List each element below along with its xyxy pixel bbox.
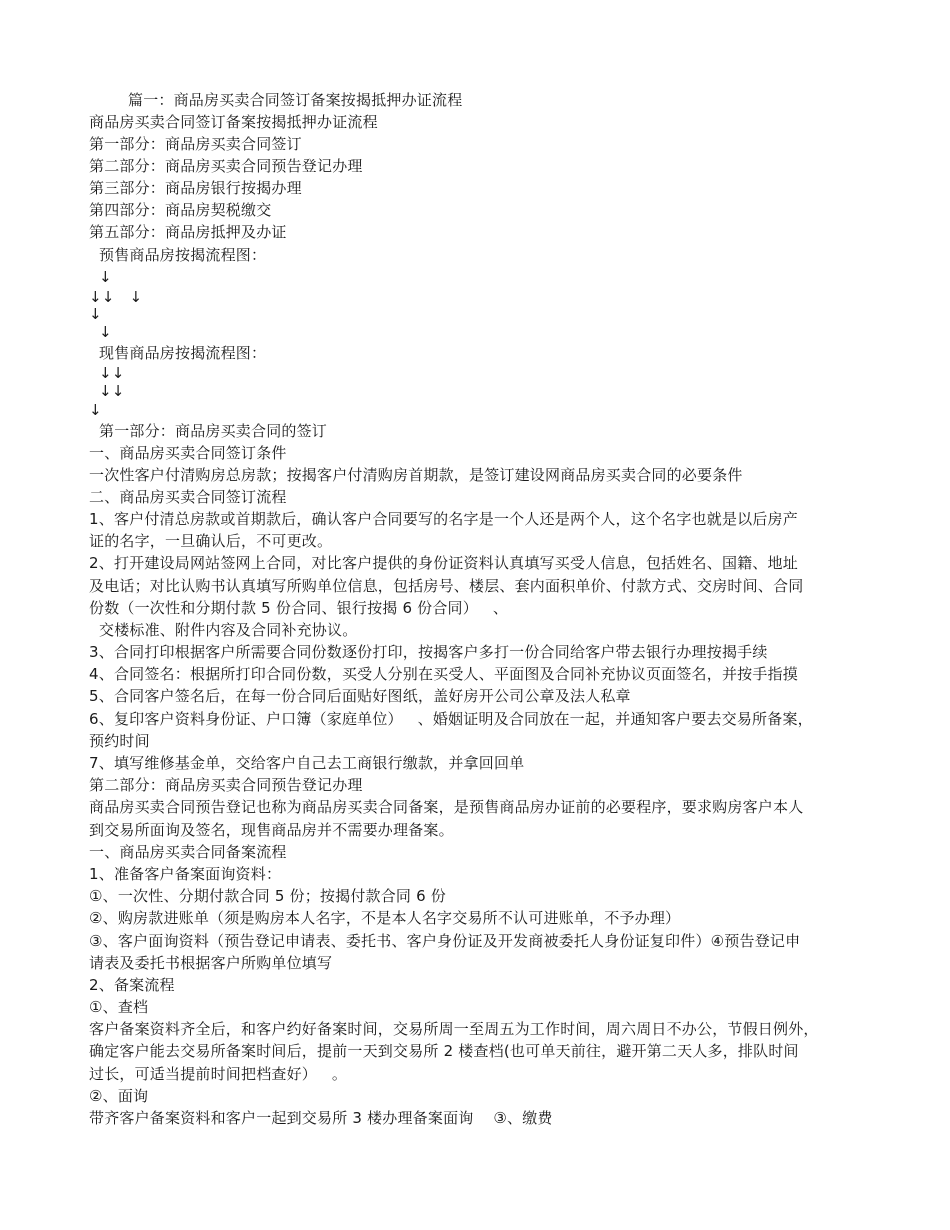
paragraph-line: 证的名字，一旦确认后，不可更改。: [89, 532, 333, 550]
paragraph-line: 2、打开建设局网站签网上合同，对比客户提供的身份证资料认真填写买受人信息，包括姓名、国籍、地址: [89, 554, 798, 572]
paragraph-line: 及电话；对比认购书认真填写所购单位信息，包括房号、楼层、套内面积单价、付款方式、交房时间、合同: [89, 577, 804, 595]
paragraph-line: 预约时间: [89, 732, 150, 750]
paragraph-line: 3、合同打印根据客户所需要合同份数逐份打印，按揭客户多打一份合同给客户带去银行办理按揭手续: [89, 643, 768, 661]
paragraph-line: 1、准备客户备案面询资料：: [89, 865, 282, 883]
paragraph-line: 份数（一次性和分期付款 5 份合同、银行按揭 6 份合同） 、: [89, 599, 509, 617]
document-heading: 篇一：商品房买卖合同签订备案按揭抵押办证流程: [128, 91, 463, 109]
section-heading: 第二部分：商品房买卖合同预告登记办理: [89, 776, 363, 794]
section-heading: 第一部分：商品房买卖合同的签订: [99, 422, 328, 440]
paragraph-line: 交楼标准、附件内容及合同补充协议。: [99, 621, 358, 639]
part-four-heading: 第四部分：商品房契税缴交: [89, 201, 272, 219]
paragraph-line: 确定客户能去交易所备案时间后，提前一天到交易所 2 楼查档(也可单天前往，避开第二天人多，排队时间: [89, 1042, 799, 1060]
paragraph-line: 7、填写维修基金单，交给客户自己去工商银行缴款，并拿回回单: [89, 754, 525, 772]
paragraph-line: 6、复印客户资料身份证、户口簿（家庭单位） 、婚姻证明及合同放在一起，并通知客户要去交易所备案，: [89, 710, 813, 728]
part-two-heading: 第二部分：商品房买卖合同预告登记办理: [89, 157, 363, 175]
paragraph-line: 商品房买卖合同预告登记也称为商品房买卖合同备案，是预售商品房办证前的必要程序，要求购房客户本人: [89, 798, 804, 816]
paragraph-line: 过长，可适当提前时间把档查好） 。: [89, 1065, 348, 1083]
paragraph-line: 到交易所面询及签名，现售商品房并不需要办理备案。: [89, 821, 454, 839]
flow-arrow-down-icon: ↓: [89, 305, 102, 323]
paragraph-line: 5、合同客户签名后，在每一份合同后面贴好图纸，盖好房开公司公章及法人私章: [89, 687, 631, 705]
subsection-heading: 一、商品房买卖合同签订条件: [89, 444, 287, 462]
subsection-heading: 二、商品房买卖合同签订流程: [89, 488, 287, 506]
part-three-heading: 第三部分：商品房银行按揭办理: [89, 179, 302, 197]
paragraph-line: 1、客户付清总房款或首期款后，确认客户合同要写的名字是一个人还是两个人，这个名字也就是以后房产: [89, 510, 798, 528]
flow-arrow-down-icon: ↓↓ ↓: [89, 288, 143, 306]
paragraph-line: 一次性客户付清购房总房款；按揭客户付清购房首期款，是签订建设网商品房买卖合同的必要条件: [89, 466, 743, 484]
paragraph-line: ③、客户面询资料（预告登记申请表、委托书、客户身份证及开发商被委托人身份证复印件）④预告登记申: [89, 932, 801, 950]
subsection-heading: 2、备案流程: [89, 976, 175, 994]
flow-arrow-down-icon: ↓: [99, 268, 112, 286]
part-one-heading: 第一部分：商品房买卖合同签订: [89, 135, 302, 153]
existing-sale-flowchart-label: 现售商品房按揭流程图：: [99, 344, 267, 362]
presale-flowchart-label: 预售商品房按揭流程图：: [99, 246, 267, 264]
paragraph-line: 4、合同签名：根据所打印合同份数，买受人分别在买受人、平面图及合同补充协议页面签名，并按手指摸: [89, 665, 798, 683]
paragraph-line: 带齐客户备案资料和客户一起到交易所 3 楼办理备案面询 ③、缴费: [89, 1109, 553, 1127]
part-five-heading: 第五部分：商品房抵押及办证: [89, 223, 287, 241]
paragraph-line: ②、面询: [89, 1087, 149, 1105]
paragraph-line: ①、一次性、分期付款合同 5 份；按揭付款合同 6 份: [89, 887, 447, 905]
paragraph-line: 请表及委托书根据客户所购单位填写: [89, 954, 333, 972]
document-title: 商品房买卖合同签订备案按揭抵押办证流程: [89, 113, 378, 131]
paragraph-line: ②、购房款进账单（须是购房本人名字，不是本人名字交易所不认可进账单，不予办理）: [89, 909, 681, 927]
paragraph-line: ①、查档: [89, 998, 149, 1016]
flow-arrow-down-icon: ↓: [99, 323, 112, 341]
flow-arrow-down-icon: ↓↓: [99, 364, 125, 382]
subsection-heading: 一、商品房买卖合同备案流程: [89, 843, 287, 861]
paragraph-line: 客户备案资料齐全后，和客户约好备案时间，交易所周一至周五为工作时间，周六周日不办公，节假日例外，: [89, 1020, 819, 1038]
flow-arrow-down-icon: ↓↓: [99, 382, 125, 400]
flow-arrow-down-icon: ↓: [89, 401, 102, 419]
